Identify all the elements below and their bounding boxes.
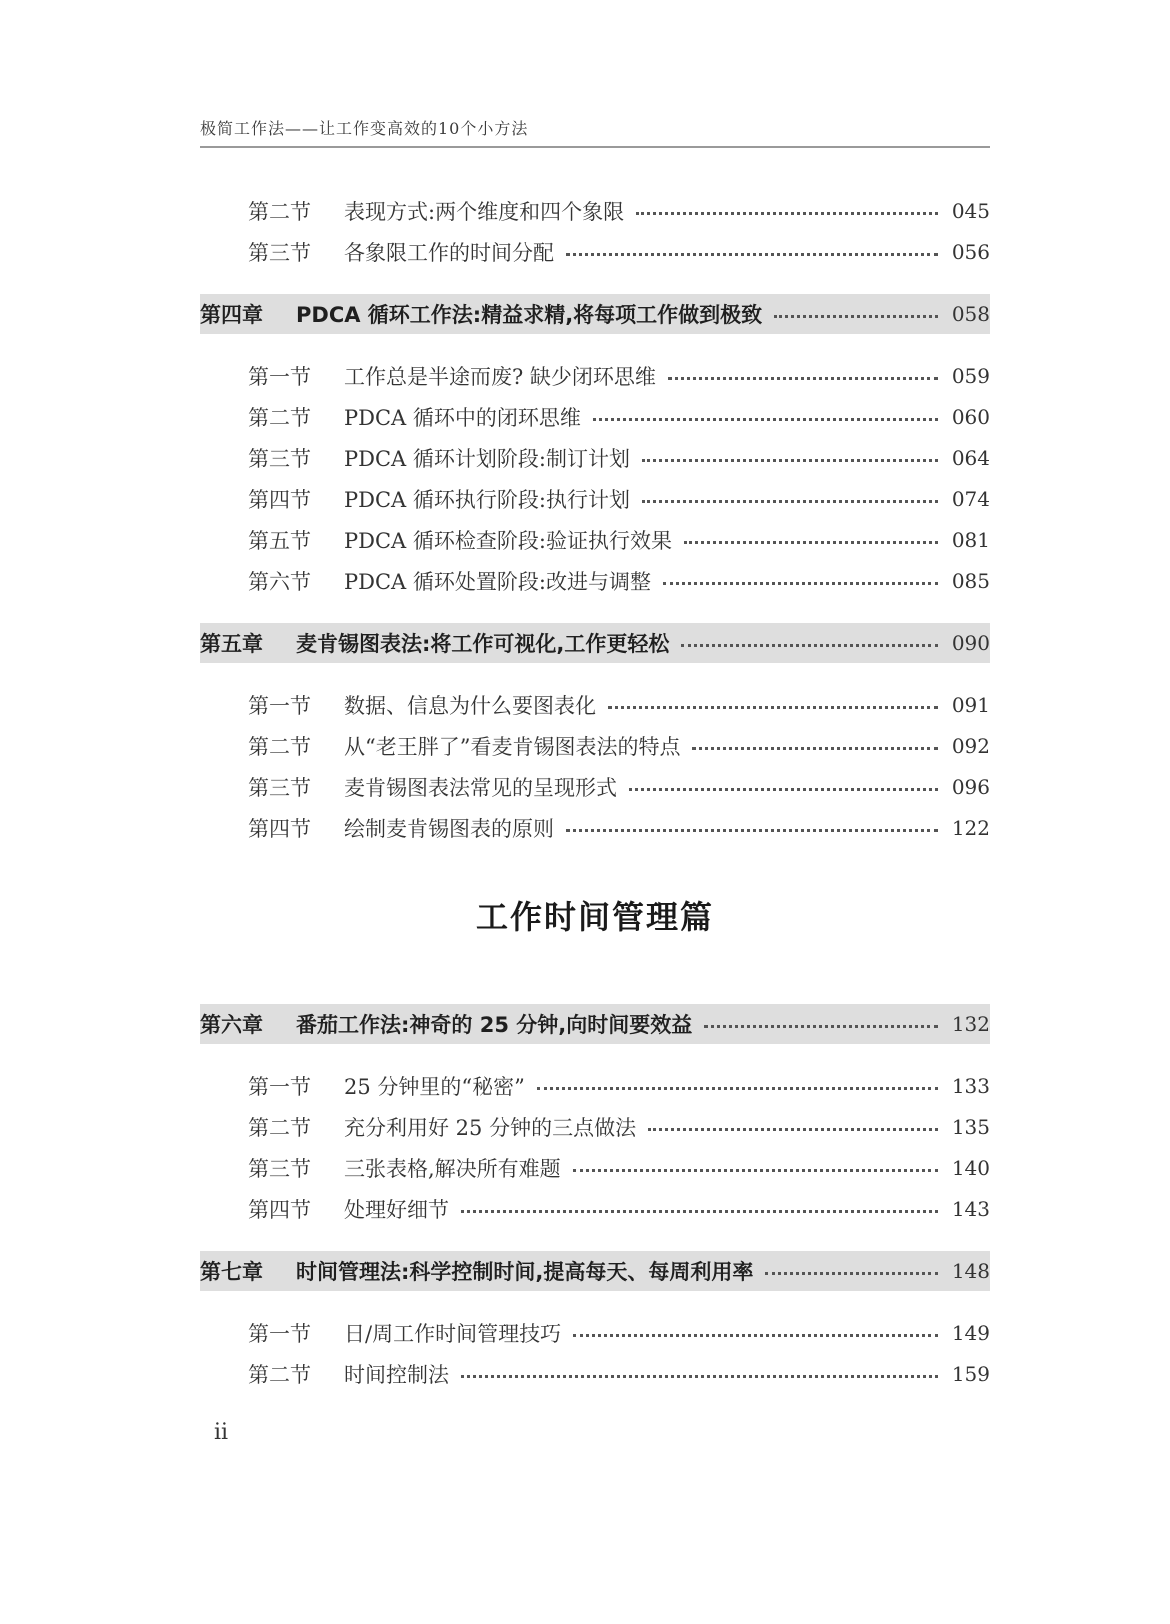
dot-leader xyxy=(692,747,938,750)
part-title: 工作时间管理篇 xyxy=(475,898,714,936)
toc-entry[interactable] xyxy=(200,767,990,807)
dot-leader xyxy=(566,829,938,832)
toc-entry[interactable] xyxy=(200,685,990,725)
dot-leader xyxy=(573,1334,938,1337)
dot-leader xyxy=(629,788,938,791)
toc-entry[interactable] xyxy=(200,479,990,519)
toc-entry-page: 140 xyxy=(951,1156,990,1180)
dot-leader xyxy=(642,459,938,462)
toc-entry-label: 第一节 xyxy=(248,1075,311,1099)
dot-leader xyxy=(537,1087,938,1090)
toc-entry-page: 060 xyxy=(951,405,990,429)
toc-entry-label: 第一节 xyxy=(248,1322,311,1346)
toc-entry-label: 第三节 xyxy=(248,1157,311,1181)
toc-entry-page: 092 xyxy=(951,734,990,758)
dot-leader xyxy=(663,582,938,585)
toc-entry-page: 143 xyxy=(951,1197,990,1221)
header-rule xyxy=(200,146,990,148)
toc-entry-title: PDCA 循环计划阶段:制订计划 xyxy=(344,447,630,471)
toc-entry-title: PDCA 循环处置阶段:改进与调整 xyxy=(344,570,651,594)
toc-entry-page: 056 xyxy=(951,240,990,264)
dot-leader xyxy=(704,1025,938,1028)
toc-entry[interactable] xyxy=(200,1354,990,1394)
toc-entry-title: 绘制麦肯锡图表的原则 xyxy=(344,817,554,841)
toc-entry-label: 第二节 xyxy=(248,406,311,430)
toc-entry[interactable] xyxy=(200,1066,990,1106)
toc-entry-label: 第五节 xyxy=(248,529,311,553)
toc-entry-label: 第二节 xyxy=(248,735,311,759)
toc-entry-page: 091 xyxy=(951,693,990,717)
toc-entry-label: 第四节 xyxy=(248,817,311,841)
toc-entry[interactable] xyxy=(200,561,990,601)
toc-chapter-label: 第七章 xyxy=(200,1260,263,1284)
dot-leader xyxy=(566,253,938,256)
toc-entry-label: 第二节 xyxy=(248,1116,311,1140)
toc-entry-label: 第二节 xyxy=(248,1363,311,1387)
toc-chapter-label: 第四章 xyxy=(200,303,263,327)
toc-entry-title: 工作总是半途而废? 缺少闭环思维 xyxy=(344,365,656,389)
toc-entry-label: 第四节 xyxy=(248,1198,311,1222)
toc-entry-page: 064 xyxy=(951,446,990,470)
dot-leader xyxy=(681,644,938,647)
dot-leader xyxy=(668,377,938,380)
toc-chapter-page: 090 xyxy=(951,631,990,655)
toc-entry-label: 第一节 xyxy=(248,365,311,389)
toc-entry-title: 三张表格,解决所有难题 xyxy=(344,1157,561,1181)
toc-entry-page: 074 xyxy=(951,487,990,511)
toc-entry-page: 122 xyxy=(951,816,990,840)
toc-entry-page: 045 xyxy=(951,199,990,223)
toc-entry[interactable] xyxy=(200,232,990,272)
toc-entry[interactable] xyxy=(200,808,990,848)
toc-entry-page: 159 xyxy=(951,1362,990,1386)
dot-leader xyxy=(461,1210,938,1213)
toc-entry-title: 日/周工作时间管理技巧 xyxy=(344,1322,562,1346)
dot-leader xyxy=(774,315,938,318)
toc-entry-label: 第三节 xyxy=(248,776,311,800)
toc-entry-label: 第一节 xyxy=(248,694,311,718)
toc-entry-title: 处理好细节 xyxy=(344,1198,449,1222)
toc-entry-title: 数据、信息为什么要图表化 xyxy=(344,694,596,718)
toc-entry-page: 096 xyxy=(951,775,990,799)
toc-entry-page: 135 xyxy=(951,1115,990,1139)
dot-leader xyxy=(684,541,938,544)
toc-chapter-page: 058 xyxy=(951,302,990,326)
toc-entry-page: 085 xyxy=(951,569,990,593)
dot-leader xyxy=(765,1272,938,1275)
running-header: 极简工作法——让工作变高效的10个小方法 xyxy=(200,119,529,138)
toc-entry-title: 各象限工作的时间分配 xyxy=(344,241,554,265)
toc-entry-page: 149 xyxy=(951,1321,990,1345)
toc-entry-title: 时间控制法 xyxy=(344,1363,449,1387)
toc-chapter-entry[interactable] xyxy=(200,623,990,663)
toc-entry[interactable] xyxy=(200,520,990,560)
toc-entry[interactable] xyxy=(200,1189,990,1229)
dot-leader xyxy=(636,212,938,215)
toc-entry[interactable] xyxy=(200,397,990,437)
dot-leader xyxy=(461,1375,938,1378)
toc-entry-page: 059 xyxy=(951,364,990,388)
toc-entry-title: 25 分钟里的“秘密” xyxy=(344,1075,525,1099)
toc-chapter-label: 第六章 xyxy=(200,1013,263,1037)
toc-entry-label: 第三节 xyxy=(248,447,311,471)
toc-entry[interactable] xyxy=(200,1148,990,1188)
toc-entry-page: 133 xyxy=(951,1074,990,1098)
toc-entry[interactable] xyxy=(200,356,990,396)
toc-entry-page: 081 xyxy=(951,528,990,552)
dot-leader xyxy=(642,500,938,503)
toc-entry[interactable] xyxy=(200,438,990,478)
toc-entry-title: PDCA 循环执行阶段:执行计划 xyxy=(344,488,630,512)
toc-entry[interactable] xyxy=(200,1107,990,1147)
toc-entry-label: 第四节 xyxy=(248,488,311,512)
toc-chapter-page: 148 xyxy=(951,1259,990,1283)
toc-entry[interactable] xyxy=(200,726,990,766)
toc-entry-label: 第六节 xyxy=(248,570,311,594)
toc-entry-title: 充分利用好 25 分钟的三点做法 xyxy=(344,1116,637,1140)
toc-chapter-title: PDCA 循环工作法:精益求精,将每项工作做到极致 xyxy=(296,303,763,327)
toc-entry-label: 第三节 xyxy=(248,241,311,265)
toc-chapter-entry[interactable] xyxy=(200,294,990,334)
toc-chapter-page: 132 xyxy=(951,1012,990,1036)
dot-leader xyxy=(608,706,938,709)
dot-leader xyxy=(573,1169,938,1172)
toc-entry[interactable] xyxy=(200,191,990,231)
toc-entry-title: 麦肯锡图表法常见的呈现形式 xyxy=(344,776,617,800)
toc-chapter-entry[interactable] xyxy=(200,1004,990,1044)
dot-leader xyxy=(593,418,938,421)
toc-chapter-title: 时间管理法:科学控制时间,提高每天、每周利用率 xyxy=(296,1260,754,1284)
toc-entry-title: 从“老王胖了”看麦肯锡图表法的特点 xyxy=(344,735,681,759)
page-number: ii xyxy=(214,1420,229,1445)
toc-entry[interactable] xyxy=(200,1313,990,1353)
toc-entry-title: PDCA 循环中的闭环思维 xyxy=(344,406,581,430)
toc-chapter-title: 麦肯锡图表法:将工作可视化,工作更轻松 xyxy=(296,632,670,656)
toc-entry-label: 第二节 xyxy=(248,200,311,224)
toc-entry-title: 表现方式:两个维度和四个象限 xyxy=(344,200,625,224)
toc-entry-title: PDCA 循环检查阶段:验证执行效果 xyxy=(344,529,672,553)
toc-chapter-label: 第五章 xyxy=(200,632,263,656)
toc-chapter-entry[interactable] xyxy=(200,1251,990,1291)
toc-chapter-title: 番茄工作法:神奇的 25 分钟,向时间要效益 xyxy=(296,1013,693,1037)
dot-leader xyxy=(648,1128,938,1131)
